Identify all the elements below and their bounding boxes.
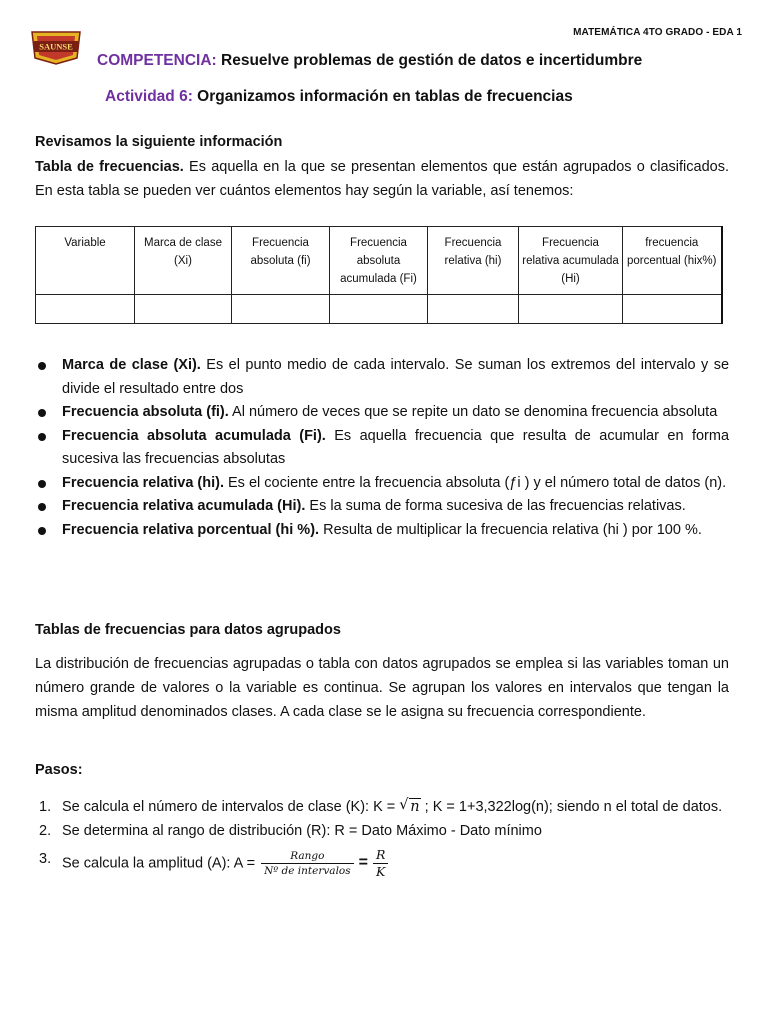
step-text-after: ; K = 1+3,322log(n); siendo n el total de datos. xyxy=(420,799,723,815)
fraction-rango xyxy=(261,850,354,878)
table-header-cell: Marca de clase (Xi) xyxy=(135,227,232,295)
definition-item xyxy=(35,472,729,496)
definition-term: Frecuencia absoluta acumulada (Fi). xyxy=(62,427,326,444)
step-text: Se calcula la amplitud (A): A = xyxy=(62,855,260,872)
fraction-r-k xyxy=(373,847,388,880)
steps-heading: Pasos: xyxy=(35,762,83,778)
competencia-label: COMPETENCIA: xyxy=(97,52,217,69)
table-cell xyxy=(330,295,428,324)
definition-text: Es el cociente entre la frecuencia absoluta (ƒi ) y el número total de datos (n). xyxy=(223,474,727,491)
table-header-cell: Variable xyxy=(36,227,135,295)
logo-badge-icon xyxy=(28,28,84,66)
table-header-cell: Frecuencia absoluta acumulada (Fi) xyxy=(330,227,428,295)
table-cell xyxy=(428,295,519,324)
table-empty-row xyxy=(36,295,722,324)
fraction-denominator: K xyxy=(376,864,386,879)
grouped-paragraph: La distribución de frecuencias agrupadas o tabla con datos agrupados se emplea si las variables toman un número grande de valores o la variable es continua. Se agrupan los valores en intervalos que tengan la misma amplitud denominados clases. A cada clase se le asigna su frecuencia correspondiente. xyxy=(35,656,729,720)
intro-heading: Revisamos la siguiente información xyxy=(35,134,283,150)
bullet-icon xyxy=(38,503,46,511)
definition-item xyxy=(35,354,729,401)
step-number: 1. xyxy=(39,799,52,815)
bullet-icon xyxy=(38,527,46,535)
steps-list xyxy=(35,795,729,880)
actividad-text: Organizamos información en tablas de frecuencias xyxy=(197,88,573,105)
definition-term: Marca de clase (Xi). xyxy=(62,357,201,373)
table-header-cell: frecuencia porcentual (hix%) xyxy=(623,227,722,295)
bullet-icon xyxy=(38,362,46,370)
step-number: 2. xyxy=(39,823,52,839)
definition-term: Frecuencia absoluta (fi). xyxy=(62,404,229,420)
actividad-label: Actividad 6: xyxy=(105,88,193,105)
actividad-line xyxy=(105,88,573,106)
table-header-cell: Frecuencia relativa (hi) xyxy=(428,227,519,295)
definition-item xyxy=(35,495,729,519)
step-item xyxy=(35,819,729,843)
bullet-icon xyxy=(38,480,46,488)
fraction-numerator: R xyxy=(373,847,388,864)
definition-item xyxy=(35,425,729,472)
competencia-text: Resuelve problemas de gestión de datos e incertidumbre xyxy=(221,52,643,69)
sqrt-formula xyxy=(399,795,420,819)
bullet-icon xyxy=(38,433,46,441)
definition-term: Frecuencia relativa (hi). xyxy=(62,474,224,491)
grouped-heading: Tablas de frecuencias para datos agrupados xyxy=(35,622,341,638)
definitions-list xyxy=(35,354,729,542)
table-cell xyxy=(135,295,232,324)
bullet-icon xyxy=(38,409,46,417)
step-item xyxy=(35,795,729,819)
definition-text: Al número de veces que se repite un dato se denomina frecuencia absoluta xyxy=(228,404,718,420)
step-text: Se determina al rango de distribución (R): R = Dato Máximo - Dato mínimo xyxy=(62,823,542,839)
frequency-table xyxy=(35,226,723,324)
definition-text: Es el punto medio de cada intervalo. Se suman los extremos del intervalo y se divide el resultado entre dos xyxy=(62,357,730,397)
competencia-line xyxy=(97,52,642,70)
definition-text: Es aquella frecuencia que resulta de acumular en forma sucesiva las frecuencias absolutas xyxy=(62,427,730,467)
table-cell xyxy=(232,295,330,324)
table-header-cell: Frecuencia relativa acumulada (Hi) xyxy=(519,227,623,295)
fraction-numerator: Rango xyxy=(261,850,354,864)
definition-text: Es la suma de forma sucesiva de las frecuencias relativas. xyxy=(305,498,686,514)
definition-item xyxy=(35,401,729,425)
school-logo xyxy=(28,28,84,66)
intro-text: Es aquella en la que se presentan elementos que están agrupados o clasificados. En esta tabla se pueden ver cuántos elementos hay según la variable, así tenemos: xyxy=(35,159,730,199)
table-cell xyxy=(519,295,623,324)
equals-sign: = xyxy=(358,854,368,872)
table-cell xyxy=(36,295,135,324)
sqrt-variable: n xyxy=(410,799,420,815)
course-header: MATEMÁTICA 4TO GRADO - EDA 1 xyxy=(573,27,742,38)
definition-term: Frecuencia relativa acumulada (Hi). xyxy=(62,498,306,514)
table-header-cell: Frecuencia absoluta (fi) xyxy=(232,227,330,295)
definition-term: Frecuencia relativa porcentual (hi %). xyxy=(62,521,320,538)
step-text: Se calcula el número de intervalos de clase (K): K = xyxy=(62,799,400,815)
definition-text: Resulta de multiplicar la frecuencia relativa (hi ) por 100 %. xyxy=(319,521,702,538)
definition-item xyxy=(35,519,729,543)
intro-paragraph xyxy=(35,155,729,203)
step-number: 3. xyxy=(39,851,52,867)
table-header-row xyxy=(36,227,722,295)
table-cell xyxy=(623,295,722,324)
fraction-denominator: Nº de intervalos xyxy=(264,864,351,877)
logo-text: SAUNSE xyxy=(39,41,73,52)
intro-term: Tabla de frecuencias. xyxy=(35,159,184,175)
radical-icon: √ xyxy=(399,797,409,813)
step-item xyxy=(35,847,729,880)
